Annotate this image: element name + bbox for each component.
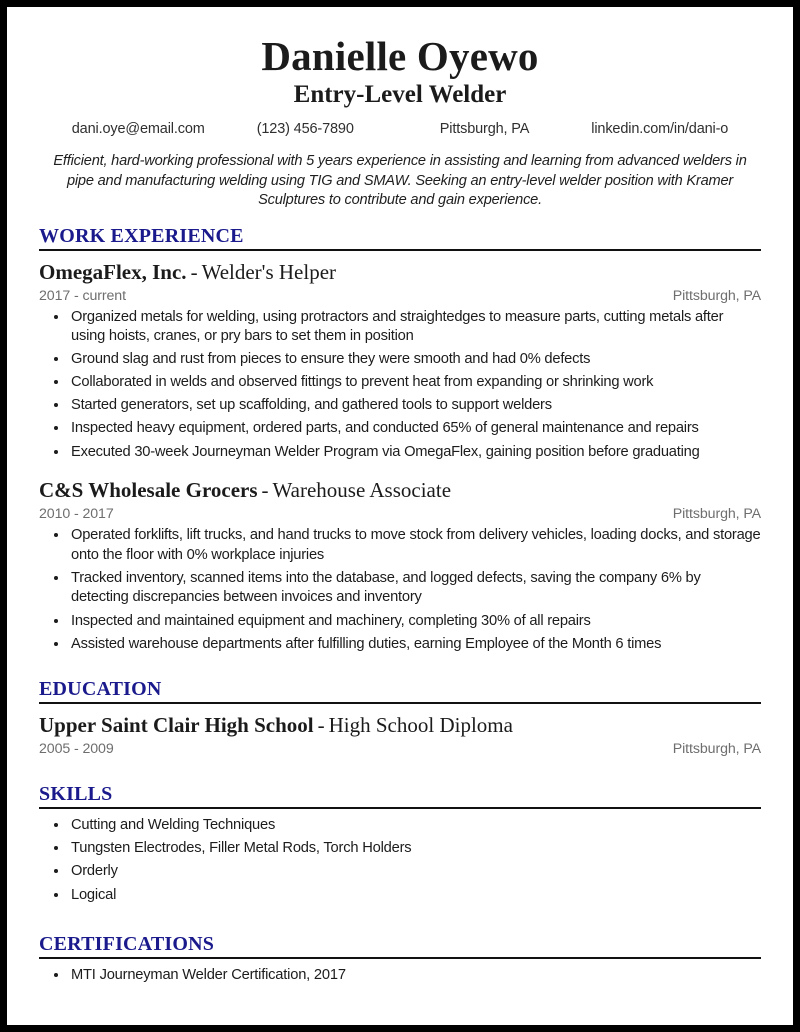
entry-role: High School Diploma <box>328 713 513 738</box>
section-certifications <box>39 933 761 986</box>
entry-role: Warehouse Associate <box>272 478 452 503</box>
entry-separator: - <box>190 259 198 284</box>
skills-list <box>39 816 761 905</box>
section-divider <box>39 807 761 809</box>
entry-meta-row <box>39 741 761 757</box>
entry-dates: 2017 - current <box>39 287 126 304</box>
list-item: • MTI Journeyman Welder Certification, 2017 <box>69 966 761 986</box>
resume-header <box>39 33 761 211</box>
list-item: • Operated forklifts, lift trucks, and hand trucks to move stock from delivery vehicles, loading docks, and storage onto the floor with 0% workplace injuries <box>69 526 761 565</box>
entry-meta-row <box>39 506 761 522</box>
entry-role: Welder's Helper <box>201 259 337 284</box>
section-heading-work-experience: WORK EXPERIENCE <box>39 224 244 247</box>
section-divider <box>39 702 761 704</box>
contact-row <box>39 121 761 137</box>
entry-location: Pittsburgh, PA <box>672 741 761 758</box>
entry-dates: 2005 - 2009 <box>39 741 114 758</box>
list-item: • Inspected and maintained equipment and machinery, completing 30% of all repairs <box>69 612 761 632</box>
list-item: • Orderly <box>69 862 761 882</box>
experience-entry <box>39 478 761 654</box>
education-entry <box>39 713 761 757</box>
entry-location: Pittsburgh, PA <box>672 287 761 304</box>
contact-phone[interactable]: (123) 456-7890 <box>256 121 354 137</box>
candidate-name: Danielle Oyewo <box>261 33 539 79</box>
entry-title-row <box>39 713 761 738</box>
contact-linkedin[interactable]: linkedin.com/in/dani-o <box>591 121 729 137</box>
entry-bullet-list <box>39 526 761 654</box>
entry-dates: 2010 - 2017 <box>39 506 114 523</box>
list-item: • Executed 30-week Journeyman Welder Program via OmegaFlex, gaining position before graduating <box>69 443 761 463</box>
entry-title-row <box>39 478 761 503</box>
entry-meta-row <box>39 288 761 304</box>
entry-separator: - <box>261 478 269 503</box>
section-divider <box>39 249 761 251</box>
entry-location: Pittsburgh, PA <box>672 506 761 523</box>
contact-location: Pittsburgh, PA <box>439 121 530 137</box>
list-item: • Tracked inventory, scanned items into the database, and logged defects, saving the company 6% by detecting discrepancies between invoices and inventory <box>69 569 761 608</box>
entry-separator: - <box>317 713 325 738</box>
certifications-list <box>39 966 761 986</box>
entry-organization: Upper Saint Clair High School <box>39 713 314 738</box>
section-work-experience <box>39 225 761 655</box>
list-item: • Assisted warehouse departments after fulfilling duties, earning Employee of the Month 6 times <box>69 635 761 655</box>
section-heading-certifications: CERTIFICATIONS <box>39 933 215 956</box>
list-item: • Collaborated in welds and observed fittings to prevent heat from expanding or shrinking work <box>69 373 761 393</box>
entry-organization: C&S Wholesale Grocers <box>39 478 258 503</box>
list-item: • Cutting and Welding Techniques <box>69 816 761 836</box>
resume-page <box>7 7 793 1025</box>
candidate-job-title: Entry-Level Welder <box>293 81 507 108</box>
contact-email[interactable]: dani.oye@email.com <box>71 121 205 137</box>
section-heading-education: EDUCATION <box>39 678 162 701</box>
experience-entry <box>39 260 761 463</box>
list-item: • Organized metals for welding, using protractors and straightedges to measure parts, cutting metals after using hoists, cranes, or pry bars to set them in position <box>69 308 761 347</box>
list-item: • Tungsten Electrodes, Filler Metal Rods, Torch Holders <box>69 839 761 859</box>
list-item: • Ground slag and rust from pieces to ensure they were smooth and had 0% defects <box>69 350 761 370</box>
list-item: • Logical <box>69 886 761 906</box>
entry-organization: OmegaFlex, Inc. <box>39 259 187 284</box>
professional-summary: Efficient, hard-working professional with 5 years experience in assisting and learning from advanced welders in pipe and manufacturing welding using TIG and SMAW. Seeking an entry-level welder position with Kramer Sculptures to contribute and gain experience. <box>53 153 747 208</box>
section-divider <box>39 957 761 959</box>
section-skills <box>39 783 761 905</box>
list-item: • Inspected heavy equipment, ordered parts, and conducted 65% of general maintenance and repairs <box>69 419 761 439</box>
list-item: • Started generators, set up scaffolding, and gathered tools to support welders <box>69 396 761 416</box>
entry-bullet-list <box>39 308 761 463</box>
section-heading-skills: SKILLS <box>39 783 113 806</box>
section-education <box>39 678 761 757</box>
entry-title-row <box>39 260 761 285</box>
